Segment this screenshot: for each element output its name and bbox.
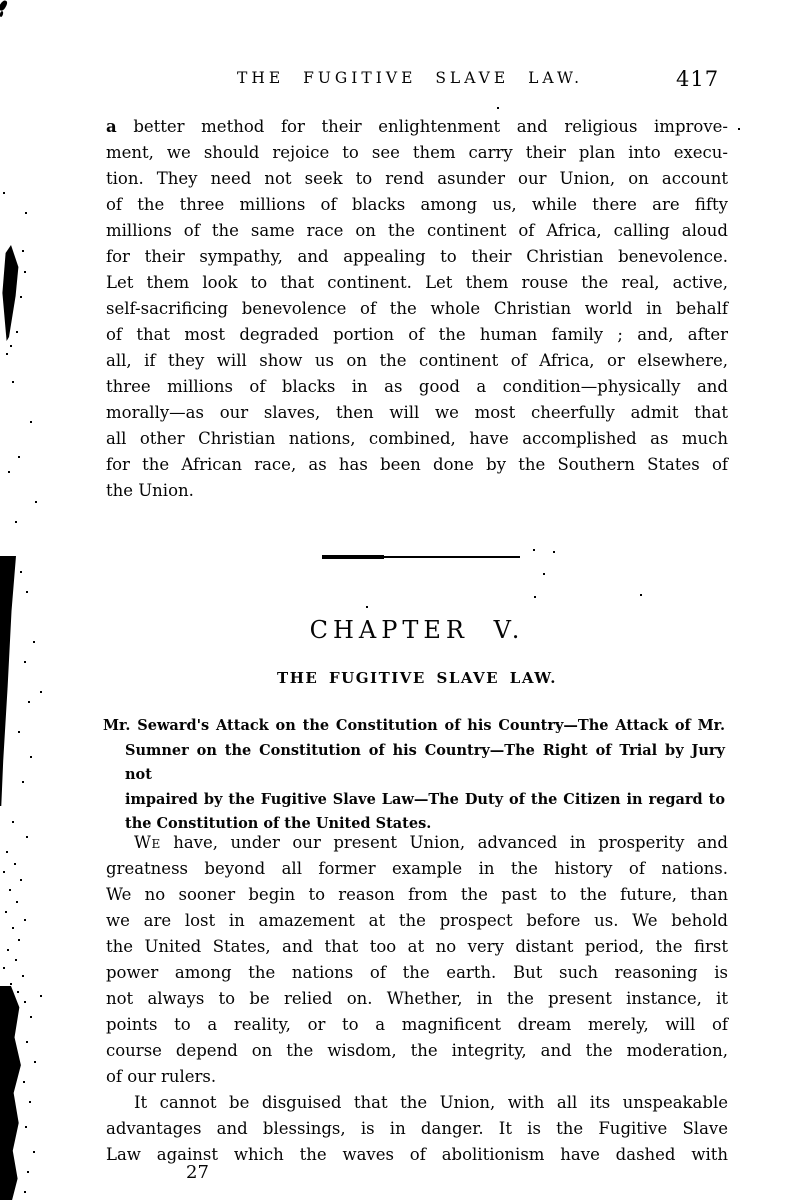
summary-line: Mr. Seward's Attack on the Constitution of his Country—The Attack of Mr. xyxy=(103,717,725,734)
gutter-shadow-artifact xyxy=(0,986,22,1200)
text-line: the United States, and that too at no very distant period, the first xyxy=(106,937,728,956)
text-line: Law against which the waves of abolitionism have dashed with xyxy=(106,1145,728,1164)
summary-line: impaired by the Fugitive Slave Law—The Duty of the Citizen in regard to xyxy=(125,790,725,808)
text-line: of that most degraded portion of the human family ; and, after xyxy=(106,325,728,344)
chapter-subtitle: THE FUGITIVE SLAVE LAW. xyxy=(277,669,557,687)
text-line: tion. They need not seek to rend asunder our Union, on account xyxy=(106,169,728,188)
signature-mark: 27 xyxy=(186,1162,209,1183)
page-number: 417 xyxy=(676,67,720,91)
paragraph-we-have xyxy=(106,830,728,1090)
text-line: of our rulers. xyxy=(106,1067,217,1086)
text-line: morally—as our slaves, then will we most cheerfully admit that xyxy=(106,403,728,422)
ink-blot-artifact xyxy=(0,241,20,341)
text-line: three millions of blacks in as good a condition—physically and xyxy=(106,377,728,396)
text-line: power among the nations of the earth. But such reasoning is xyxy=(106,963,728,982)
text-line-rest: have, under our present Union, advanced in prosperity and xyxy=(160,833,728,852)
catchword-lead: a xyxy=(106,117,117,136)
opening-word-small-caps: We xyxy=(134,833,161,852)
text-line: all, if they will show us on the continent of Africa, or elsewhere, xyxy=(106,351,728,370)
text-line xyxy=(106,114,728,140)
text-line: greatness beyond all former example in the history of nations. xyxy=(106,859,728,878)
text-line: ment, we should rejoice to see them carry their plan into execu- xyxy=(106,143,728,162)
page-speckles xyxy=(0,0,2,2)
text-line: points to a reality, or to a magnificent dream merely, will of xyxy=(106,1015,728,1034)
chapter-heading: CHAPTER V. xyxy=(309,616,525,644)
summary-line: the Constitution of the United States. xyxy=(125,815,432,832)
text-line: we are lost in amazement at the prospect before us. We behold xyxy=(106,911,728,930)
text-line: millions of the same race on the continent of Africa, calling aloud xyxy=(106,221,728,240)
text-line: It cannot be disguised that the Union, with all its unspeakable xyxy=(134,1093,728,1112)
text-line: all other Christian nations, combined, have accomplished as much xyxy=(106,429,728,448)
text-line: for the African race, as has been done by the Southern States of xyxy=(106,455,728,474)
text-line: self-sacrificing benevolence of the whole Christian world in behalf xyxy=(106,299,728,318)
ink-speck xyxy=(0,11,4,18)
paragraph-continuation xyxy=(106,114,728,504)
text-line: We no sooner begin to reason from the past to the future, than xyxy=(106,885,728,904)
text-line: Let them look to that continent. Let them rouse the real, active, xyxy=(106,273,728,292)
text-line: not always to be relied on. Whether, in the present instance, it xyxy=(106,989,728,1008)
text-line: for their sympathy, and appealing to their Christian benevolence. xyxy=(106,247,728,266)
text-line xyxy=(106,830,728,856)
text-line: advantages and blessings, is in danger. It is the Fugitive Slave xyxy=(106,1119,728,1138)
text-line: of the three millions of blacks among us, while there are fifty xyxy=(106,195,728,214)
gutter-shadow-artifact xyxy=(0,556,16,806)
summary-line: Sumner on the Constitution of his Country—The Right of Trial by Jury not xyxy=(125,741,725,783)
text-line: course depend on the wisdom, the integrity, and the moderation, xyxy=(106,1041,728,1060)
chapter-summary xyxy=(103,714,725,837)
text-line-rest: better method for their enlightenment and religious improve- xyxy=(116,117,728,136)
running-title: THE FUGITIVE SLAVE LAW. xyxy=(237,69,584,87)
text-line: the Union. xyxy=(106,481,194,500)
section-divider-rule xyxy=(322,556,520,558)
paragraph-union-danger xyxy=(106,1090,728,1168)
